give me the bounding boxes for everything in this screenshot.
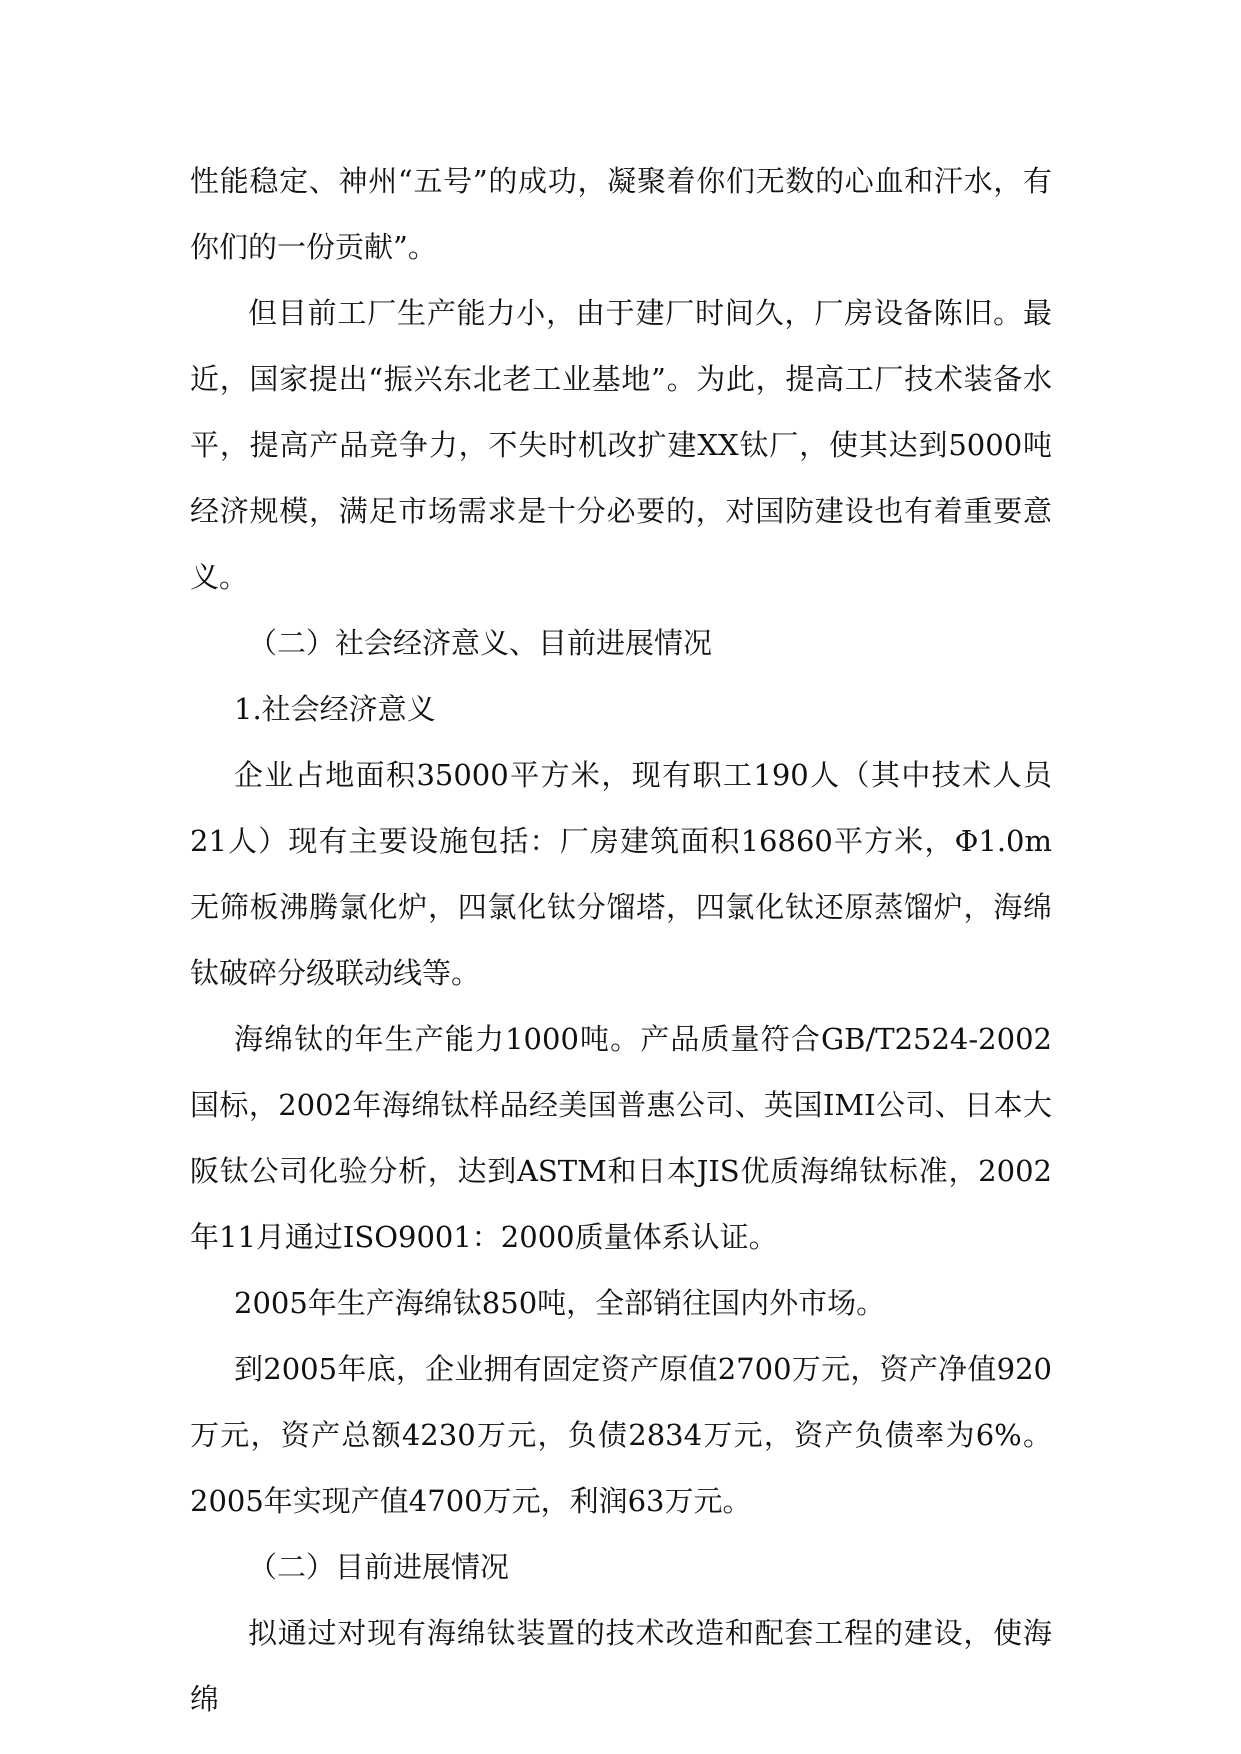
- paragraph-assets: 到2005年底，企业拥有固定资产原值2700万元，资产净值920万元，资产总额4230万元，负债2834万元，资产负债率为6%。2005年实现产值4700万元，利润63万元。: [190, 1352, 1052, 1518]
- body-text: [190, 148, 1052, 1732]
- paragraph-facilities: 企业占地面积35000平方米，现有职工190人（其中技术人员21人）现有主要设施包括：厂房建筑面积16860平方米，Φ1.0m无筛板沸腾氯化炉，四氯化钛分馏塔，四氯化钛还原蒸馏炉，海绵钛破碎分级联动线等。: [190, 758, 1052, 990]
- section-heading-social-economic: （二）社会经济意义、目前进展情况: [248, 626, 713, 660]
- paragraph-continuation: 性能稳定、神州“五号”的成功，凝聚着你们无数的心血和汗水，有你们的一份贡献”。: [190, 164, 1052, 264]
- paragraph-quality: 海绵钛的年生产能力1000吨。产品质量符合GB/T2524-2002国标，2002年海绵钛样品经美国普惠公司、英国IMI公司、日本大阪钛公司化验分析，达到ASTM和日本JIS优质海绵钛标准，2002年11月通过ISO9001：2000质量体系认证。: [190, 1022, 1052, 1254]
- section-heading-progress: （二）目前进展情况: [248, 1550, 510, 1584]
- paragraph-production-capacity: 但目前工厂生产能力小，由于建厂时间久，厂房设备陈旧。最近，国家提出“振兴东北老工业基地”。为此，提高工厂技术装备水平，提高产品竞争力，不失时机改扩建XX钛厂，使其达到5000吨经济规模，满足市场需求是十分必要的，对国防建设也有着重要意义。: [190, 296, 1052, 594]
- subsection-heading-social-meaning: 1.社会经济意义: [234, 692, 436, 726]
- paragraph-2005-production: 2005年生产海绵钛850吨，全部销往国内外市场。: [234, 1286, 886, 1320]
- paragraph-plan: 拟通过对现有海绵钛装置的技术改造和配套工程的建设，使海绵: [190, 1616, 1052, 1716]
